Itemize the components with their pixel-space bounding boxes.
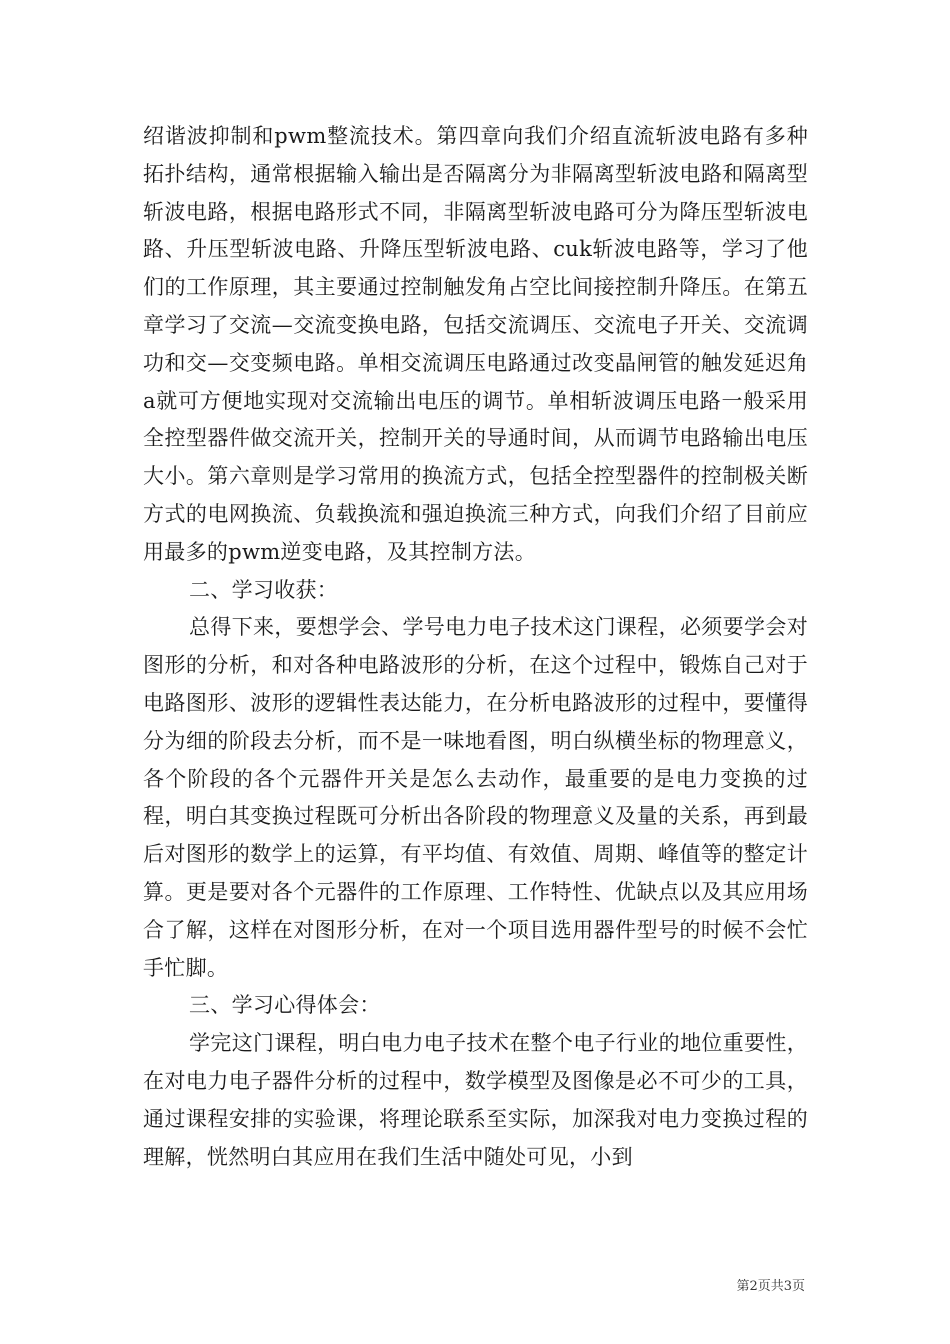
document-body: [143, 118, 808, 1176]
paragraph-learning-gains: 总得下来，要想学会、学号电力电子技术这门课程，必须要学会对图形的分析，和对各种电路波形的分析，在这个过程中，锻炼自己对于电路图形、波形的逻辑性表达能力，在分析电路波形的过程中，要懂得分为细的阶段去分析，而不是一味地看图，明白纵横坐标的物理意义，各个阶段的各个元器件开关是怎么去动作，最重要的是电力变换的过程，明白其变换过程既可分析出各阶段的物理意义及量的关系，再到最后对图形的数学上的运算，有平均值、有效值、周期、峰值等的整定计算。更是要对各个元器件的工作原理、工作特性、优缺点以及其应用场合了解，这样在对图形分析，在对一个项目选用器件型号的时候不会忙手忙脚。: [143, 615, 808, 980]
page-number-footer: 第2页共3页: [736, 1279, 805, 1294]
paragraph-chapter-summary: 绍谐波抑制和pwm整流技术。第四章向我们介绍直流斩波电路有多种拓扑结构，通常根据输入输出是否隔离分为非隔离型斩波电路和隔离型斩波电路，根据电路形式不同，非隔离型斩波电路可分为降压型斩波电路、升压型斩波电路、升降压型斩波电路、cuk斩波电路等，学习了他们的工作原理，其主要通过控制触发角占空比间接控制升降压。在第五章学习了交流—交流变换电路，包括交流调压、交流电子开关、交流调功和交—交变频电路。单相交流调压电路通过改变晶闸管的触发延迟角a就可方便地实现对交流输出电压的调节。单相斩波调压电路一般采用全控型器件做交流开关，控制开关的导通时间，从而调节电路输出电压大小。第六章则是学习常用的换流方式，包括全控型器件的控制极关断方式的电网换流、负载换流和强迫换流三种方式，向我们介绍了目前应用最多的pwm逆变电路，及其控制方法。: [143, 124, 808, 564]
section-heading-learning-reflections: 三、学习心得体会：: [189, 993, 381, 1018]
section-heading-learning-gains: 二、学习收获：: [189, 577, 339, 602]
paragraph-learning-reflections: 学完这门课程，明白电力电子技术在整个电子行业的地位重要性，在对电力电子器件分析的过程中，数学模型及图像是必不可少的工具，通过课程安排的实验课，将理论联系至实际，加深我对电力变换过程的理解，恍然明白其应用在我们生活中随处可见，小到: [143, 1031, 808, 1169]
